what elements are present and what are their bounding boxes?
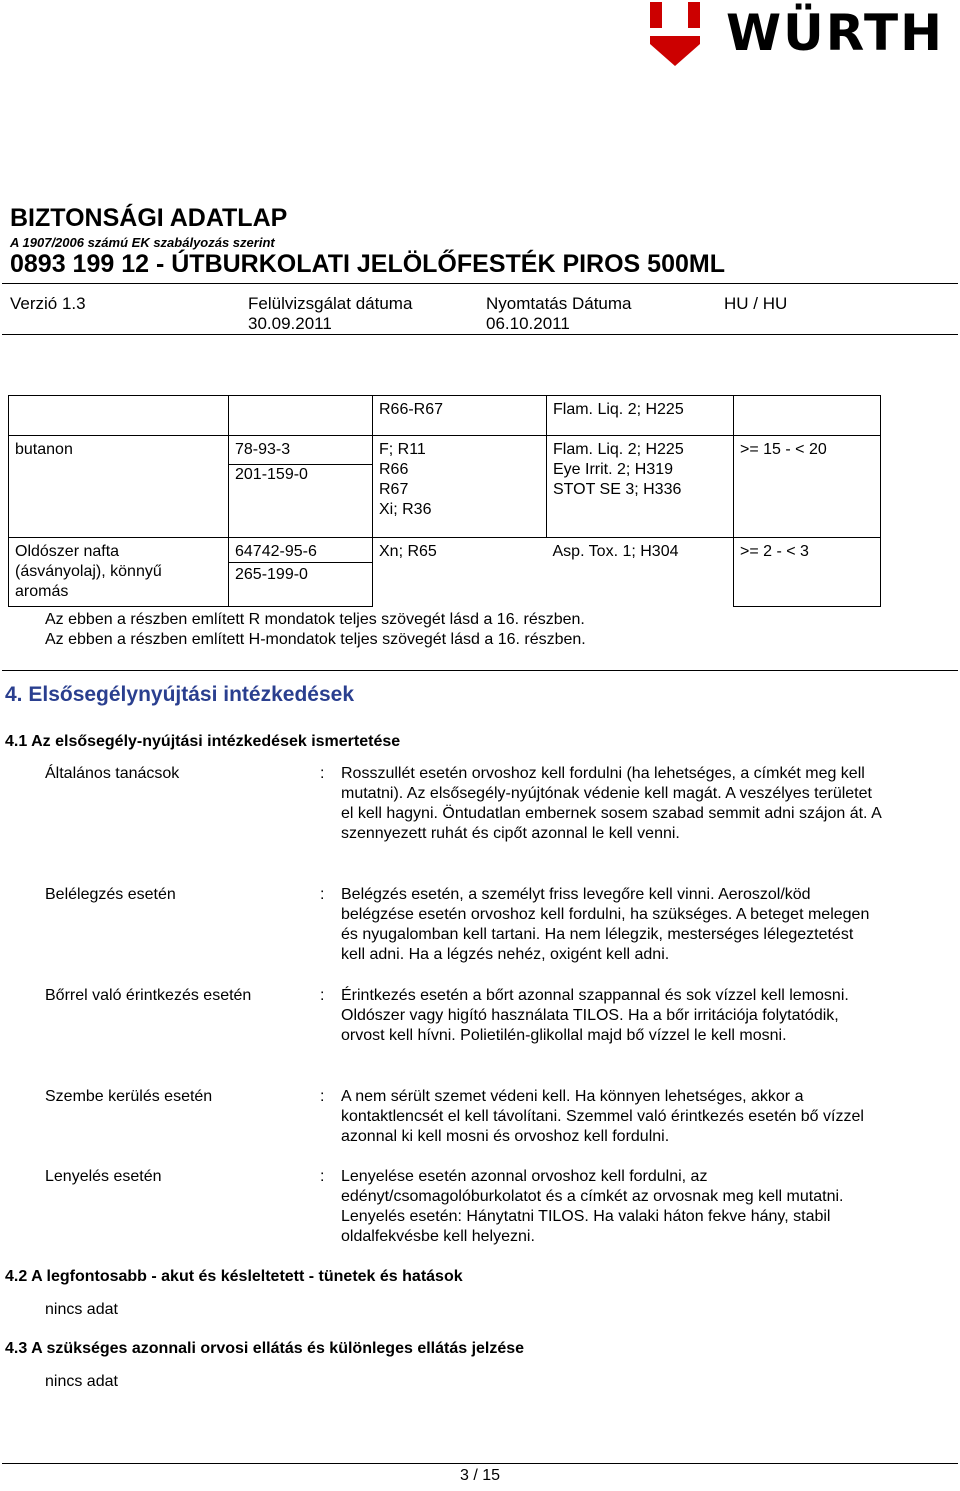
header-divider-bottom bbox=[2, 334, 958, 335]
item-text-eye: A nem sérült szemet védeni kell. Ha könnyen lehetséges, akkor a kontaktlencsét el kell távolítani. Szemmel való érintkezés esetén bő vízzel azonnal ki kell mosni és orvoshoz kell fordulni. bbox=[341, 1088, 864, 1145]
item-text-ingestion: Lenyelése esetén azonnal orvoshoz kell fordulni, az edényt/csomagolóburkolatot és a címkét az orvosnak meg kell mutatni. Lenyelés esetén: Hánytatni TILOS. Ha valaki háton fekve hány, stabil oldalfekvésbe kell helyezni. bbox=[341, 1168, 844, 1245]
cell-r: Xn; R65 bbox=[373, 538, 547, 607]
regulation-note: A 1907/2006 számú EK szabályozás szerint bbox=[10, 235, 275, 250]
review-block bbox=[248, 294, 412, 334]
subsection-4-2: 4.2 A legfontosabb - akut és késleltetett - tünetek és hatások bbox=[5, 1268, 463, 1285]
cell-conc: >= 2 - < 3 bbox=[734, 538, 881, 607]
item-label-skin: Bőrrel való érintkezés esetén bbox=[45, 987, 252, 1004]
table-row bbox=[9, 538, 881, 607]
print-label: Nyomtatás Dátuma bbox=[486, 294, 632, 313]
cas-number: 78-93-3 bbox=[229, 436, 372, 465]
item-text-skin: Érintkezés esetén a bőrt azonnal szappannal és sok vízzel kell lemosni. Oldószer vagy higító használata TILOS. Ha a bőr irritációja folytatódik, orvost kell hívni. Polietilén-glikollal majd bő vízzel le kell mosni. bbox=[341, 987, 849, 1044]
cell-h: Flam. Liq. 2; H225 bbox=[547, 396, 734, 436]
cell-ids bbox=[229, 538, 373, 607]
item-label-general: Általános tanácsok bbox=[45, 765, 180, 782]
item-label-inhalation: Belélegzés esetén bbox=[45, 886, 176, 903]
page-number: 3 / 15 bbox=[459, 1467, 501, 1484]
header-divider-top bbox=[2, 283, 958, 284]
cell-r: R66-R67 bbox=[373, 396, 547, 436]
language: HU / HU bbox=[724, 294, 788, 313]
version: Verzió 1.3 bbox=[10, 294, 86, 313]
cell-h: Asp. Tox. 1; H304 bbox=[547, 538, 734, 607]
r-phrases-note: Az ebben a részben említett R mondatok teljes szövegét lásd a 16. részben. bbox=[45, 611, 585, 628]
cell-name: butanon bbox=[9, 436, 229, 538]
item-colon: : bbox=[320, 765, 325, 782]
item-label-eye: Szembe kerülés esetén bbox=[45, 1088, 213, 1105]
item-colon: : bbox=[320, 886, 325, 903]
footer-divider bbox=[2, 1463, 958, 1464]
subsection-4-3: 4.3 A szükséges azonnali orvosi ellátás és különleges ellátás jelzése bbox=[5, 1340, 525, 1357]
print-block bbox=[486, 294, 632, 334]
cell-h: Flam. Liq. 2; H225 Eye Irrit. 2; H319 STOT SE 3; H336 bbox=[547, 436, 734, 538]
wurth-logo bbox=[648, 0, 960, 70]
cell-name bbox=[9, 396, 229, 436]
ec-number: 201-159-0 bbox=[235, 466, 308, 483]
item-colon: : bbox=[320, 1168, 325, 1185]
cell-ids bbox=[229, 436, 373, 538]
item-label-ingestion: Lenyelés esetén bbox=[45, 1168, 162, 1185]
cell-ids bbox=[229, 396, 373, 436]
subsection-4-2-text: nincs adat bbox=[45, 1301, 118, 1318]
ingredients-table bbox=[8, 395, 881, 607]
product-title: 0893 199 12 - ÚTBURKOLATI JELÖLŐFESTÉK PIROS 500ML bbox=[10, 250, 725, 278]
section-divider bbox=[2, 670, 958, 671]
review-date: 30.09.2011 bbox=[248, 314, 332, 333]
subsection-4-3-text: nincs adat bbox=[45, 1373, 118, 1390]
logo-text: WÜRTH bbox=[726, 4, 944, 62]
document-title: BIZTONSÁGI ADATLAP bbox=[10, 204, 288, 232]
cell-r: F; R11 R66 R67 Xi; R36 bbox=[373, 436, 547, 538]
cell-name: Oldószer nafta (ásványolaj), könnyű aromás bbox=[9, 538, 229, 607]
cell-conc: >= 15 - < 20 bbox=[734, 436, 881, 538]
item-text-inhalation: Belégzés esetén, a személyt friss levegőre kell vinni. Aeroszol/köd belégzése esetén orvoshoz kell fordulni, ha szükséges. A beteget melegen és nyugalomban kell tartani. Ha nem lélegzik, mesterséges lélegeztetést kell adni. Ha a légzés nehéz, oxigént kell adni. bbox=[341, 886, 870, 963]
table-row bbox=[9, 396, 881, 436]
table-row bbox=[9, 436, 881, 538]
item-colon: : bbox=[320, 1088, 325, 1105]
item-text-general: Rosszullét esetén orvoshoz kell fordulni (ha lehetséges, a címkét meg kell mutatni). Az elsősegély-nyújtónak védenie kell magát. A veszélyes területet el kell hagyni. Öntudatlan embernek sosem szabad semmit adni szájon át. A szennyezett ruhát és cipőt azonnal le kell venni. bbox=[341, 765, 881, 842]
review-label: Felülvizsgálat dátuma bbox=[248, 294, 413, 313]
section-4-title: 4. Elsősegélynyújtási intézkedések bbox=[5, 683, 355, 706]
cell-conc bbox=[734, 396, 881, 436]
item-colon: : bbox=[320, 987, 325, 1004]
ec-number: 265-199-0 bbox=[235, 566, 308, 583]
cas-number: 64742-95-6 bbox=[229, 538, 372, 563]
subsection-4-1: 4.1 Az elsősegély-nyújtási intézkedések ismertetése bbox=[5, 733, 401, 750]
print-date: 06.10.2011 bbox=[486, 314, 570, 333]
h-phrases-note: Az ebben a részben említett H-mondatok teljes szövegét lásd a 16. részben. bbox=[45, 631, 586, 648]
